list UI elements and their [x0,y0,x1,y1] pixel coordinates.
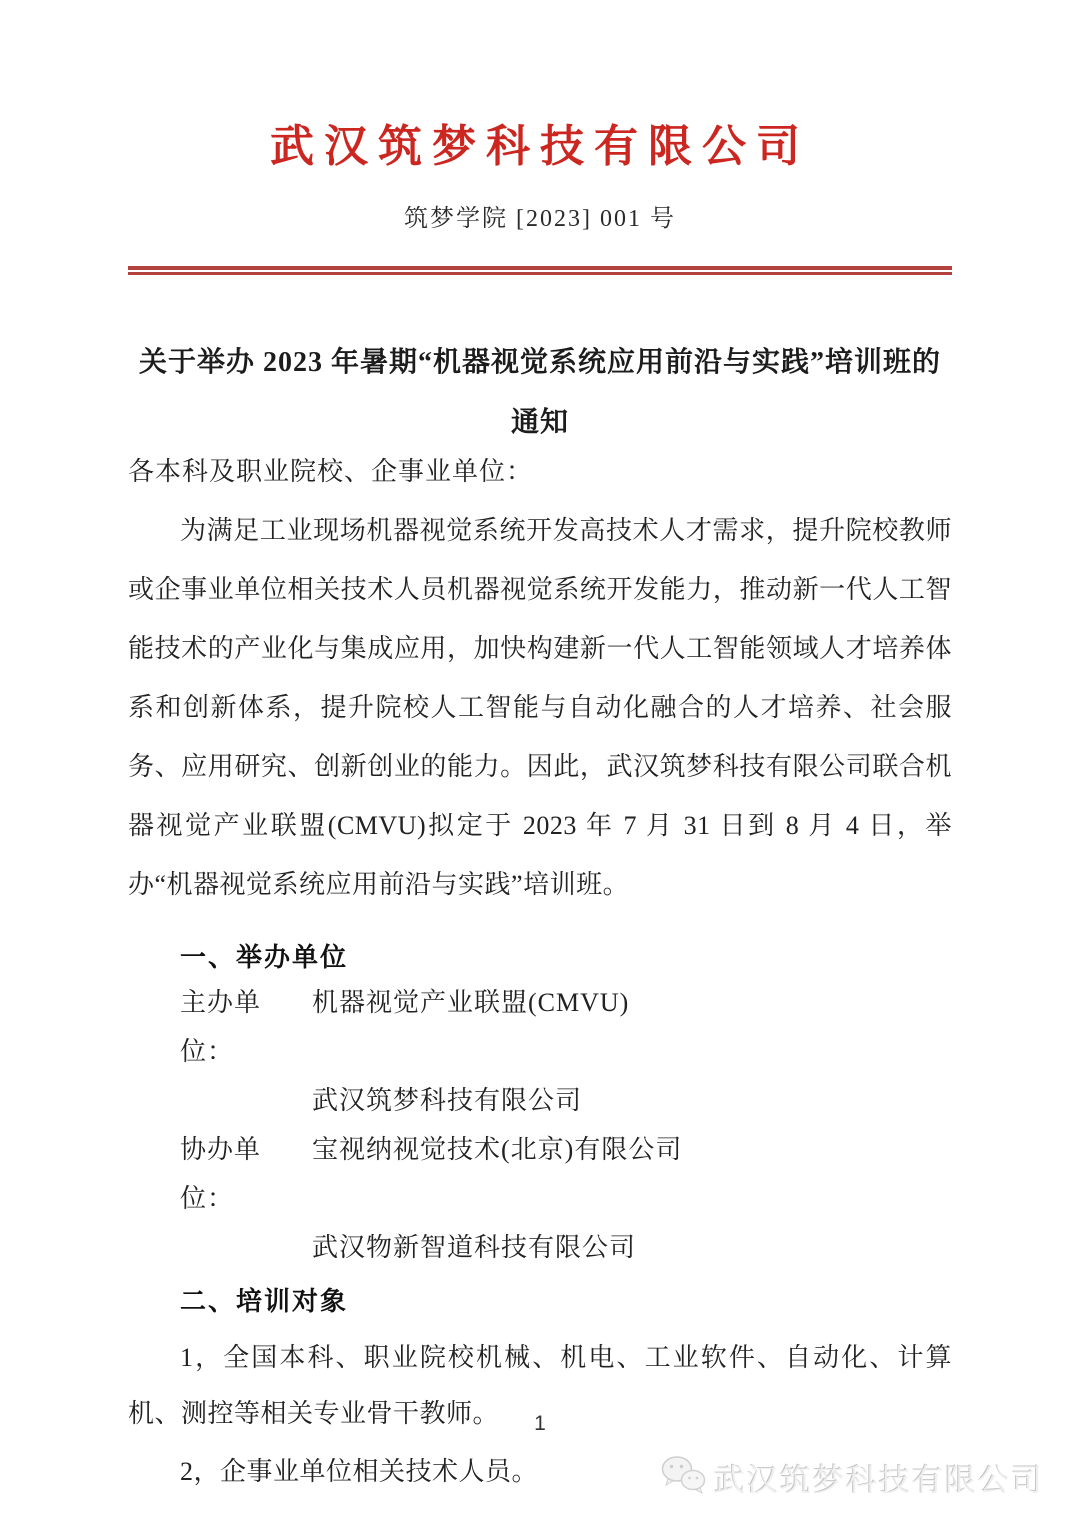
organizer-line [128,1076,952,1125]
page-number: 1 [534,1412,546,1435]
organizer-label [180,1076,312,1125]
organizer-name: 机器视觉产业联盟(CMVU) [312,988,630,1017]
notice-title-line-1: 关于举办 2023 年暑期“机器视觉系统应用前沿与实践”培训班的 [138,347,941,378]
organizer-name: 宝视纳视觉技术(北京)有限公司 [312,1135,683,1164]
document-number: 筑梦学院 [2023] 001 号 [404,206,676,232]
trainee-item-1: 1，全国本科、职业院校机械、机电、工业软件、自动化、计算机、测控等相关专业骨干教师。 [128,1343,952,1428]
document-content [128,0,952,1500]
section-1-heading: 一、举办单位 [180,942,349,972]
organizer-list [128,978,952,1272]
section-2-heading: 二、培训对象 [180,1286,349,1316]
organizer-line [128,978,952,1076]
watermark [660,1454,1044,1501]
organizer-line [128,1125,952,1223]
watermark-company-text: 武汉筑梦科技有限公司 [714,1463,1044,1498]
notice-title-line-2: 通知 [510,407,569,438]
salutation: 各本科及职业院校、企事业单位： [128,457,534,486]
organizer-label [180,1223,312,1272]
organizer-label: 主办单位： [180,988,262,1066]
company-masthead-title: 武汉筑梦科技有限公司 [270,122,810,171]
trainee-item-2: 2，企事业单位相关技术人员。 [180,1457,539,1486]
organizer-label: 协办单位： [180,1135,262,1213]
wechat-icon [660,1454,706,1501]
organizer-name: 武汉物新智道科技有限公司 [312,1233,637,1262]
red-divider-rule [128,266,952,275]
organizer-name: 武汉筑梦科技有限公司 [312,1086,583,1115]
organizer-line [128,1223,952,1272]
intro-paragraph: 为满足工业现场机器视觉系统开发高技术人才需求，提升院校教师或企事业单位相关技术人员机器视觉系统开发能力，推动新一代人工智能技术的产业化与集成应用，加快构建新一代人工智能领域人才培养体系和创新体系，提升院校人工智能与自动化融合的人才培养、社会服务、应用研究、创新创业的能力。因此，武汉筑梦科技有限公司联合机器视觉产业联盟(CMVU)拟定于 2023 年 7 月 31 日到 8 月 4 日，举办“机器视觉系统应用前沿与实践”培训班。 [128,516,952,899]
notice-title [128,333,952,453]
